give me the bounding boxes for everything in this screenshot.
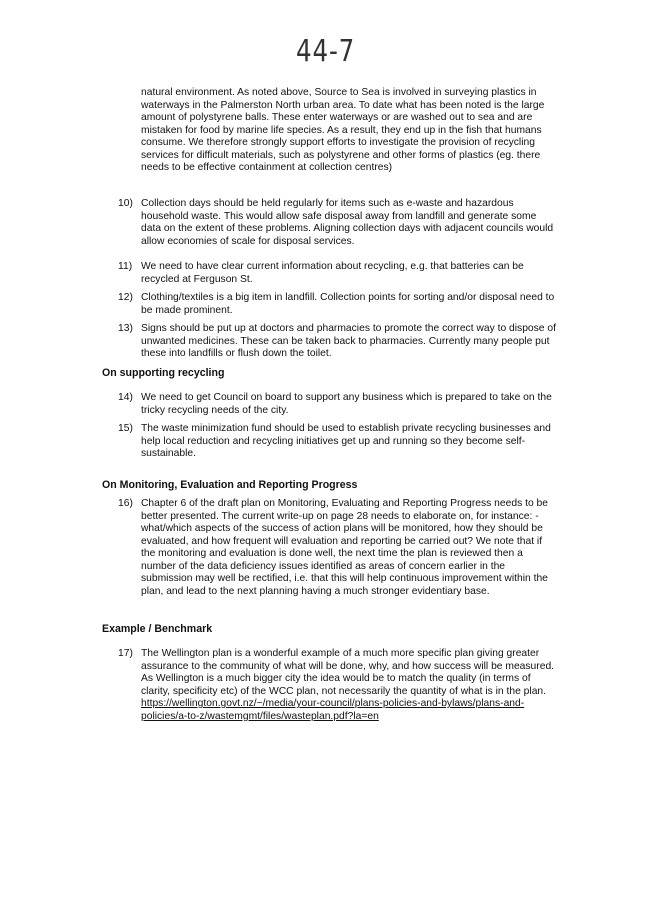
- section-heading-supporting: On supporting recycling: [102, 367, 225, 379]
- item-number: 13): [118, 323, 133, 334]
- list-item-10: [118, 198, 558, 248]
- item-text: The Wellington plan is a wonderful example of a much more specific plan giving greater assurance to the community of what will be done, why, and how success will be measured. As Wellington is a much bigger city the idea would be to match the quality (in terms of clarity, specificity etc) of the WCC plan, not necessarily the quantity of what is in the plan.: [141, 648, 555, 697]
- item-text: Chapter 6 of the draft plan on Monitoring, Evaluating and Reporting Progress needs to be better presented. The current write-up on page 28 needs to elaborate on, for instance: - what/which aspects of the success of action plans will be monitored, how they should be evaluated, and how frequent will evaluation and reporting be carried out? We note that if the monitoring and evaluation is done well, the next time the plan is reviewed then a number of the data deficiency issues identified as areas of concern earlier in the submission may well be rectified, i.e. that this will help continuous improvement within the plan, and lead to the next planning having a much stronger evidentiary base.: [141, 498, 548, 597]
- item-number: 11): [118, 261, 133, 272]
- list-item-16: [118, 498, 558, 598]
- item-text: We need to have clear current information about recycling, e.g. that batteries can be recycled at Ferguson St.: [141, 261, 524, 285]
- section-heading-example: Example / Benchmark: [102, 623, 213, 635]
- item-number: 15): [118, 423, 133, 434]
- list-item-12: [118, 292, 558, 317]
- item-number: 10): [118, 198, 133, 209]
- section-heading-monitoring: On Monitoring, Evaluation and Reporting Progress: [102, 479, 358, 491]
- item-number: 17): [118, 648, 133, 659]
- list-item-15: [118, 423, 558, 461]
- wasteplan-link[interactable]: https://wellington.govt.nz/~/media/your-council/plans-policies-and-bylaws/plans-and-policies/a-to-z/wastemgmt/files/wasteplan.pdf?la=en: [141, 698, 525, 722]
- item-number: 12): [118, 292, 133, 303]
- item-text-wrapper: [141, 648, 558, 723]
- list-item-17: [118, 648, 558, 723]
- item-number: 14): [118, 392, 133, 403]
- item-number: 16): [118, 498, 133, 509]
- list-item-14: [118, 392, 558, 417]
- item-text: Signs should be put up at doctors and pharmacies to promote the correct way to dispose of unwanted medicines. These can be taken back to pharmacies. Currently many people put these into landfills or flush down the toilet.: [141, 323, 556, 359]
- item-text: Collection days should be held regularly for items such as e-waste and hazardous household waste. This would allow safe disposal away from landfill and generate some data on the extent of these problems. Aligning collection days with adjacent councils would allow economies of scale for disposal services.: [141, 198, 554, 247]
- item-text: Clothing/textiles is a big item in landfill. Collection points for sorting and/or disposal need to be made prominent.: [141, 292, 555, 316]
- list-item-13: [118, 323, 558, 361]
- intro-paragraph: natural environment. As noted above, Source to Sea is involved in surveying plastics in waterways in the Palmerston North urban area. To date what has been noted is the large amount of polystyrene balls. These enter waterways or are washed out to sea and are mistaken for food by marine life species. As a result, they end up in the fish that humans consume. We therefore strongly support efforts to investigate the provision of recycling services for difficult materials, such as polystyrene and other forms of plastics (eg. there needs to be effective containment at collection centres): [141, 87, 545, 173]
- handwritten-page-number: 44-7: [296, 34, 356, 69]
- item-text: The waste minimization fund should be used to establish private recycling businesses and help local reduction and recycling initiatives get up and running so they become self-sustainable.: [141, 423, 551, 459]
- item-text: We need to get Council on board to support any business which is prepared to take on the tricky recycling needs of the city.: [141, 392, 552, 416]
- list-item-11: [118, 261, 558, 286]
